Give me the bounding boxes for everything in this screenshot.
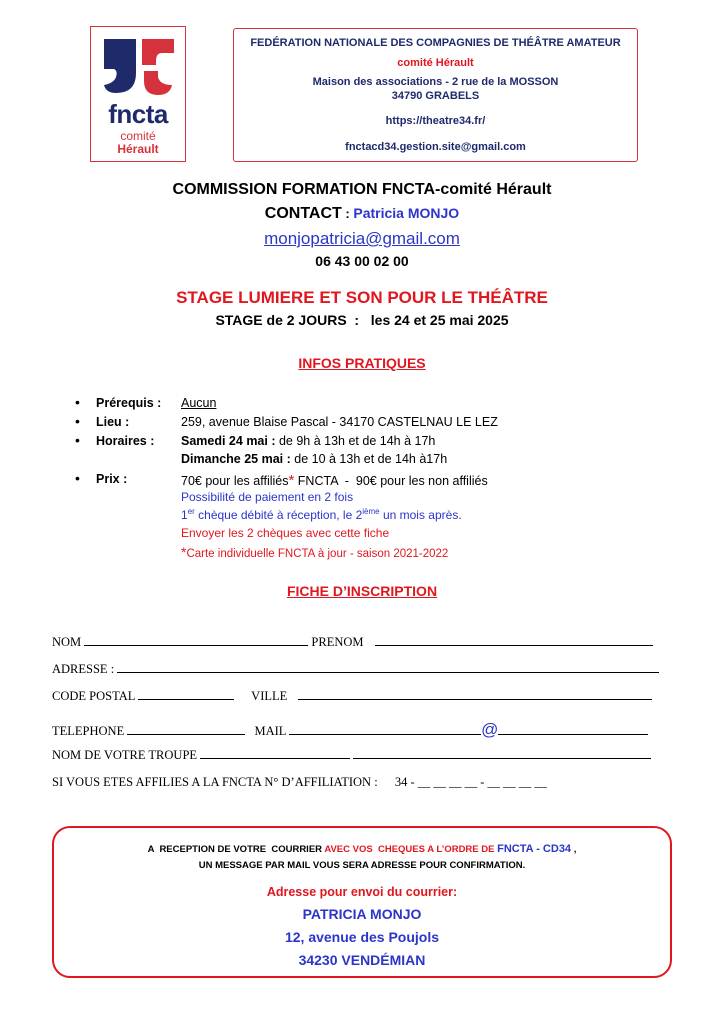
at-sign-icon: @ — [481, 720, 499, 739]
recipient-city: 34230 VENDÉMIAN — [298, 952, 426, 968]
cheque-sup2: ième — [362, 507, 380, 516]
envoyer-note: Envoyer les 2 chèques avec cette fiche — [181, 526, 390, 540]
cheque-sup1: er — [187, 507, 195, 516]
mail-label: MAIL — [254, 724, 286, 738]
fncta-emblem-icon — [104, 39, 174, 97]
affiliation-row — [52, 775, 547, 790]
logo-line1: comité — [120, 129, 156, 143]
cheque-end: un mois après. — [379, 508, 462, 522]
recipient-street: 12, avenue des Poujols — [284, 929, 440, 945]
adresse-row — [52, 662, 659, 677]
troupe-field-2[interactable] — [353, 748, 651, 759]
fncta-logo — [90, 26, 186, 162]
reception-line — [54, 843, 670, 855]
ville-label: VILLE — [251, 689, 288, 703]
dimanche-hours: de 10 à 13h et de 14h à17h — [290, 452, 448, 466]
contact-name: Patricia MONJO — [353, 205, 460, 221]
mail-field-domain[interactable] — [498, 724, 648, 735]
dimanche-label: Dimanche 25 mai : — [181, 452, 291, 466]
lieu-label: Lieu : — [96, 415, 130, 429]
prerequis-value: Aucun — [181, 396, 217, 410]
federation-header-box — [233, 28, 638, 162]
order-name: FNCTA - CD34 — [497, 843, 572, 855]
telephone-label: TELEPHONE — [52, 724, 125, 738]
reception-text: A RECEPTION DE VOTRE COURRIER — [147, 844, 325, 855]
nom-label: NOM — [52, 635, 82, 649]
contact-line — [0, 205, 724, 223]
bullet: • — [75, 394, 80, 410]
contact-email[interactable]: monjopatricia@gmail.com — [264, 229, 460, 248]
affiliation-label: SI VOUS ETES AFFILIES A LA FNCTA N° D’AFFILIATION : — [52, 775, 378, 789]
cheque-text: chèque débité à réception, le 2 — [194, 508, 363, 522]
logo-line2: Hérault — [117, 142, 159, 156]
stage-title: STAGE LUMIERE ET SON POUR LE THÉÂTRE — [176, 288, 548, 307]
nom-field[interactable] — [84, 635, 308, 646]
logo-brand: fncta — [108, 99, 168, 129]
horaires-label: Horaires : — [96, 434, 155, 448]
prenom-label: PRENOM — [311, 635, 364, 649]
adresse-label: Adresse pour envoi du courrier: — [266, 885, 458, 899]
contact-phone: 06 43 00 02 00 — [315, 253, 409, 269]
troupe-field[interactable] — [200, 748, 350, 759]
affiliation-field[interactable]: __ __ __ __ - __ __ __ __ — [417, 775, 547, 789]
horaires-dimanche — [181, 452, 447, 466]
prix-star: * — [288, 472, 295, 489]
bullet: • — [75, 470, 80, 486]
carte-star: * — [181, 544, 187, 560]
prix-value — [181, 472, 488, 489]
federation-name: FEDÉRATION NATIONALE DES COMPAGNIES DE THÉÂTRE AMATEUR — [250, 37, 621, 49]
adresse-field[interactable] — [117, 662, 659, 673]
contact-sep: : — [341, 206, 354, 221]
code-postal-row — [52, 689, 652, 704]
horaires-samedi — [181, 434, 435, 448]
adresse-label: ADRESSE : — [52, 662, 115, 676]
carte-text: Carte individuelle FNCTA à jour - saison 2021-2022 — [186, 548, 449, 560]
code-postal-field[interactable] — [138, 689, 234, 700]
telephone-row — [52, 720, 648, 740]
samedi-label: Samedi 24 mai : — [181, 434, 276, 448]
code-postal-label: CODE POSTAL — [52, 689, 135, 703]
samedi-hours: de 9h à 13h et de 14h à 17h — [275, 434, 436, 448]
header-website[interactable]: https://theatre34.fr/ — [385, 115, 486, 127]
confirmation-line: UN MESSAGE PAR MAIL VOUS SERA ADRESSE POUR CONFIRMATION. — [198, 860, 526, 871]
troupe-row — [52, 748, 651, 763]
prix-affilies: 70€ pour les affiliés — [181, 474, 289, 488]
affiliation-prefix: 34 - — [394, 775, 415, 789]
mailing-address-box — [52, 826, 672, 978]
reception-end: , — [571, 844, 577, 855]
nom-row — [52, 635, 653, 650]
mail-field-user[interactable] — [289, 724, 481, 735]
form-heading: FICHE D’INSCRIPTION — [286, 583, 438, 599]
carte-note — [181, 544, 448, 560]
recipient-name: PATRICIA MONJO — [302, 906, 422, 922]
cheque-num1: 1 — [181, 508, 188, 522]
prerequis-label: Prérequis : — [96, 396, 162, 410]
header-address2: 34790 GRABELS — [391, 90, 480, 102]
infos-heading: INFOS PRATIQUES — [298, 355, 426, 371]
header-email[interactable]: fnctacd34.gestion.site@gmail.com — [345, 141, 526, 153]
ville-field[interactable] — [298, 689, 652, 700]
contact-label: CONTACT — [264, 205, 342, 222]
prenom-field[interactable] — [375, 635, 653, 646]
stage-dates: STAGE de 2 JOURS : les 24 et 25 mai 2025 — [215, 312, 509, 328]
bullet: • — [75, 413, 80, 429]
prix-non-affilies: FNCTA - 90€ pour les non affiliés — [294, 474, 488, 488]
bullet: • — [75, 432, 80, 448]
header-address1: Maison des associations - 2 rue de la MOSSON — [312, 76, 559, 88]
troupe-label: NOM DE VOTRE TROUPE — [52, 748, 198, 762]
committee-name: comité Hérault — [397, 57, 474, 69]
cheques-text: AVEC VOS CHEQUES A L’ORDRE DE — [324, 844, 498, 855]
cheque-note — [181, 507, 462, 522]
lieu-value: 259, avenue Blaise Pascal - 34170 CASTELNAU LE LEZ — [181, 415, 498, 429]
prix-label: Prix : — [96, 472, 128, 486]
paiement-note: Possibilité de paiement en 2 fois — [181, 490, 354, 504]
commission-title: COMMISSION FORMATION FNCTA-comité Hérault — [172, 181, 552, 198]
telephone-field[interactable] — [127, 724, 245, 735]
